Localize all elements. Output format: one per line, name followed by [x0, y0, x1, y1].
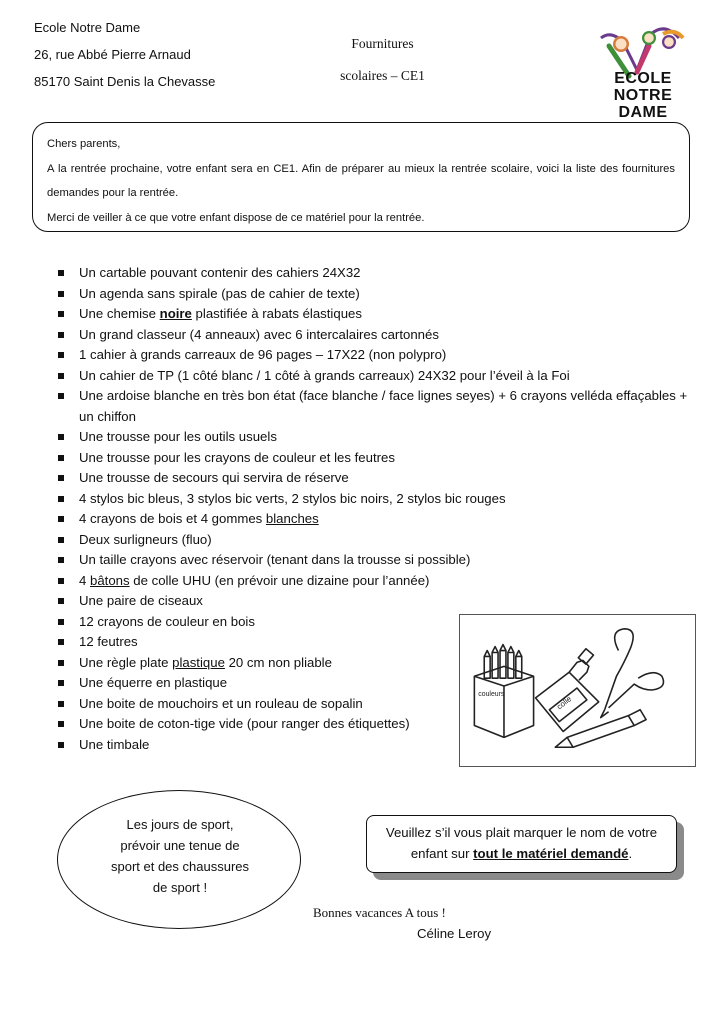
sport-note-line: prévoir une tenue de	[120, 838, 240, 853]
underlined-word: bâtons	[90, 572, 130, 588]
list-item: Une timbale	[58, 735, 479, 756]
intro-closing: Merci de veiller à ce que votre enfant dispose de ce matériel pour la rentrée.	[47, 211, 425, 224]
sport-note-line: Les jours de sport,	[126, 817, 234, 832]
school-address	[34, 14, 215, 95]
list-item: Une règle plate plastique 20 cm non pliable	[58, 653, 479, 674]
school-supplies-illustration	[459, 614, 696, 767]
sport-note-line: sport et des chaussures	[110, 859, 250, 874]
closing-wish: Bonnes vacances A tous !	[313, 905, 446, 920]
emphasis-word: noire	[159, 306, 192, 321]
list-item: 4 bâtons de colle UHU (en prévoir une dizaine pour l’année)	[58, 571, 698, 592]
list-item: Un agenda sans spirale (pas de cahier de texte)	[58, 284, 698, 305]
sport-note-line: de sport !	[152, 880, 208, 895]
city-line: 85170 Saint Denis la Chevasse	[34, 74, 216, 89]
list-item: Un cahier de TP (1 côté blanc / 1 côté à grands carreaux) 24X32 pour l’éveil à la Foi	[58, 366, 698, 387]
list-item: Un taille crayons avec réservoir (tenant dans la trousse si possible)	[58, 550, 698, 571]
intro-greeting: Chers parents,	[47, 138, 121, 150]
signature: Céline Leroy	[417, 926, 492, 941]
crayon-box-label: couleurs	[478, 690, 505, 698]
list-item: 12 feutres	[58, 632, 479, 653]
list-item: Une trousse pour les outils usuels	[58, 427, 698, 448]
list-item: 4 crayons de bois et 4 gommes blanches	[58, 509, 698, 530]
title-line-1: Fournitures	[351, 36, 414, 51]
list-item: Un grand classeur (4 anneaux) avec 6 intercalaires cartonnés	[58, 325, 698, 346]
sport-note	[100, 814, 260, 898]
underlined-word: plastique	[172, 654, 225, 670]
intro-box	[32, 122, 690, 232]
list-item: 1 cahier à grands carreaux de 96 pages – 17X22 (non polypro)	[58, 345, 698, 366]
school-name: Ecole Notre Dame	[34, 20, 141, 35]
street-address: 26, rue Abbé Pierre Arnaud	[34, 47, 191, 62]
list-item: Une chemise noire plastifiée à rabats élastiques	[58, 304, 698, 325]
list-item: Deux surligneurs (fluo)	[58, 530, 698, 551]
list-item: Une équerre en plastique	[58, 673, 479, 694]
list-item: Un cartable pouvant contenir des cahiers 24X32	[58, 263, 698, 284]
list-item: Une ardoise blanche en très bon état (face blanche / face lignes seyes) + 6 crayons velléda effaçables + un chiffon	[58, 386, 698, 427]
list-item: Une boite de mouchoirs et un rouleau de sopalin	[58, 694, 479, 715]
list-item: 12 crayons de couleur en bois	[58, 612, 479, 633]
title-line-2: scolaires – CE1	[340, 68, 425, 83]
underlined-word: blanches	[265, 511, 319, 526]
glue-label: colle	[554, 694, 574, 712]
list-item: Une trousse pour les crayons de couleur et les feutres	[58, 448, 698, 469]
label-note	[366, 815, 677, 873]
label-note-line-2: enfant sur tout le matériel demandé.	[410, 846, 633, 861]
list-item: Une trousse de secours qui servira de réserve	[58, 468, 698, 489]
logo-text-line-2: NOTRE DAME	[613, 87, 673, 121]
logo-text-line-1: ECOLE	[614, 70, 672, 87]
logo-wordmark	[588, 70, 698, 121]
list-item: 4 stylos bic bleus, 3 stylos bic verts, 2 stylos bic noirs, 2 stylos bic rouges	[58, 489, 698, 510]
list-item: Une paire de ciseaux	[58, 591, 479, 612]
document-title	[300, 36, 465, 84]
list-item: Une boite de coton-tige vide (pour ranger des étiquettes)	[58, 714, 479, 735]
label-note-emphasis: tout le matériel demandé	[473, 846, 629, 861]
intro-paragraph: A la rentrée prochaine, votre enfant sera en CE1. Afin de préparer au mieux la rentrée scolaire, voici la liste des fournitures demandes pour la rentrée.	[47, 162, 675, 199]
label-note-line-1: Veuillez s’il vous plait marquer le nom de votre	[385, 825, 658, 840]
